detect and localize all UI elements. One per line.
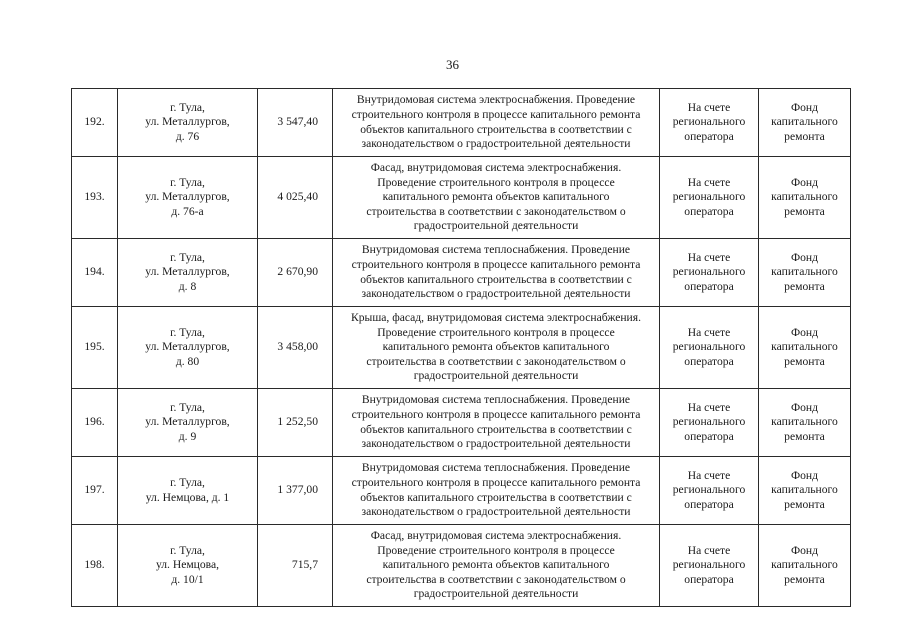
row-number-cell (72, 157, 118, 239)
address-cell (118, 389, 258, 457)
works-description-line: законодательством о градостроительной деятельности (361, 437, 631, 451)
works-description-line: капитального ремонта объектов капитального (382, 190, 610, 204)
fund-source-cell (759, 157, 851, 239)
address-line: д. 76 (175, 129, 200, 143)
address-line: ул. Немцова, д. 1 (145, 490, 230, 504)
works-description-line: законодательством о градостроительной деятельности (361, 137, 631, 151)
account-method-line: регионального (672, 558, 746, 572)
fund-source-line: ремонта (784, 429, 825, 443)
account-method-line: оператора (684, 129, 734, 143)
works-description-line: строительного контроля в процессе капитального ремонта (351, 107, 641, 121)
cost-cell (258, 89, 333, 157)
address-line: ул. Металлургов, (145, 265, 230, 279)
fund-source-line: Фонд (790, 100, 819, 114)
row-number-cell (72, 307, 118, 389)
works-description-cell (333, 307, 660, 389)
cost-cell (258, 457, 333, 525)
works-description-line: объектов капитального строительства в соответствии с (360, 272, 632, 286)
address-line: г. Тула, (170, 325, 205, 339)
works-description-line: градостроительной деятельности (413, 587, 579, 601)
address-cell (118, 239, 258, 307)
fund-source-line: капитального (771, 558, 838, 572)
table-row (72, 457, 851, 525)
account-method-line: регионального (672, 483, 746, 497)
row-number: 192. (84, 115, 105, 129)
fund-source-line: капитального (771, 265, 838, 279)
cost-value: 3 458,00 (277, 340, 318, 354)
account-method-line: На счете (687, 325, 731, 339)
table-row (72, 239, 851, 307)
fund-source-line: капитального (771, 115, 838, 129)
account-method-line: регионального (672, 415, 746, 429)
table-body (72, 89, 851, 607)
cost-value: 4 025,40 (277, 190, 318, 204)
cost-cell (258, 239, 333, 307)
works-description-line: строительства в соответствии с законодательством о (366, 572, 626, 586)
works-description-cell (333, 525, 660, 607)
works-description-line: строительства в соответствии с законодательством о (366, 204, 626, 218)
works-description-line: строительного контроля в процессе капитального ремонта (351, 475, 641, 489)
works-description-cell (333, 239, 660, 307)
account-method-cell (660, 89, 759, 157)
account-method-line: регионального (672, 265, 746, 279)
works-description-line: строительства в соответствии с законодательством о (366, 354, 626, 368)
address-line: д. 10/1 (171, 572, 204, 586)
fund-source-line: ремонта (784, 129, 825, 143)
table-row (72, 307, 851, 389)
fund-source-line: ремонта (784, 497, 825, 511)
works-description-line: строительного контроля в процессе капитального ремонта (351, 407, 641, 421)
works-description-cell (333, 89, 660, 157)
row-number-cell (72, 389, 118, 457)
works-description-line: объектов капитального строительства в соответствии с (360, 422, 632, 436)
works-description-cell (333, 457, 660, 525)
row-number-cell (72, 457, 118, 525)
works-description-line: строительного контроля в процессе капитального ремонта (351, 257, 641, 271)
address-line: ул. Металлургов, (145, 415, 230, 429)
row-number-cell (72, 525, 118, 607)
works-description-line: Фасад, внутридомовая система электроснабжения. (370, 529, 622, 543)
address-line: г. Тула, (170, 175, 205, 189)
cost-cell (258, 157, 333, 239)
account-method-cell (660, 525, 759, 607)
page-number: 36 (446, 57, 459, 72)
address-line: ул. Металлургов, (145, 340, 230, 354)
cost-value: 1 377,00 (277, 483, 318, 497)
row-number: 195. (84, 340, 105, 354)
table-row (72, 157, 851, 239)
fund-source-line: капитального (771, 415, 838, 429)
account-method-line: На счете (687, 250, 731, 264)
account-method-line: оператора (684, 204, 734, 218)
row-number: 196. (84, 415, 105, 429)
fund-source-cell (759, 239, 851, 307)
address-line: д. 76-а (171, 204, 204, 218)
works-description-line: Внутридомовая система электроснабжения. Проведение (356, 93, 636, 107)
account-method-line: На счете (687, 100, 731, 114)
address-cell (118, 457, 258, 525)
table-row (72, 525, 851, 607)
fund-source-cell (759, 307, 851, 389)
row-number-cell (72, 89, 118, 157)
works-description-line: Проведение строительного контроля в процессе (377, 325, 615, 339)
fund-source-cell (759, 457, 851, 525)
address-line: г. Тула, (170, 543, 205, 557)
row-number: 193. (84, 190, 105, 204)
table-row (72, 89, 851, 157)
table-row (72, 389, 851, 457)
works-description-cell (333, 389, 660, 457)
account-method-line: На счете (687, 175, 731, 189)
fund-source-line: Фонд (790, 250, 819, 264)
account-method-line: регионального (672, 115, 746, 129)
cost-value: 1 252,50 (277, 415, 318, 429)
cost-cell (258, 525, 333, 607)
account-method-line: регионального (672, 190, 746, 204)
account-method-line: На счете (687, 468, 731, 482)
fund-source-cell (759, 389, 851, 457)
account-method-cell (660, 307, 759, 389)
works-description-line: градостроительной деятельности (413, 219, 579, 233)
works-description-line: капитального ремонта объектов капитального (382, 558, 610, 572)
address-cell (118, 157, 258, 239)
account-method-line: оператора (684, 497, 734, 511)
fund-source-line: Фонд (790, 543, 819, 557)
fund-source-line: ремонта (784, 279, 825, 293)
account-method-line: оператора (684, 354, 734, 368)
address-cell (118, 89, 258, 157)
address-line: д. 8 (178, 279, 197, 293)
cost-value: 2 670,90 (277, 265, 318, 279)
address-cell (118, 525, 258, 607)
works-description-line: Внутридомовая система теплоснабжения. Проведение (361, 393, 631, 407)
works-description-line: законодательством о градостроительной деятельности (361, 505, 631, 519)
address-line: ул. Металлургов, (145, 115, 230, 129)
cost-value: 3 547,40 (277, 115, 318, 129)
works-description-line: объектов капитального строительства в соответствии с (360, 122, 632, 136)
fund-source-line: капитального (771, 190, 838, 204)
address-line: г. Тула, (170, 250, 205, 264)
account-method-cell (660, 239, 759, 307)
fund-source-line: Фонд (790, 175, 819, 189)
fund-source-cell (759, 89, 851, 157)
row-number: 197. (84, 483, 105, 497)
works-description-line: объектов капитального строительства в соответствии с (360, 490, 632, 504)
cost-value: 715,7 (291, 558, 318, 572)
address-cell (118, 307, 258, 389)
fund-source-line: ремонта (784, 354, 825, 368)
fund-source-line: ремонта (784, 572, 825, 586)
account-method-line: регионального (672, 340, 746, 354)
fund-source-cell (759, 525, 851, 607)
cost-cell (258, 389, 333, 457)
address-line: г. Тула, (170, 400, 205, 414)
account-method-line: На счете (687, 543, 731, 557)
address-line: ул. Немцова, (155, 558, 220, 572)
works-description-cell (333, 157, 660, 239)
works-description-line: законодательством о градостроительной деятельности (361, 287, 631, 301)
works-description-line: Фасад, внутридомовая система электроснабжения. (370, 161, 622, 175)
address-line: г. Тула, (170, 475, 205, 489)
fund-source-line: капитального (771, 483, 838, 497)
account-method-line: оператора (684, 429, 734, 443)
fund-source-line: Фонд (790, 400, 819, 414)
fund-source-line: ремонта (784, 204, 825, 218)
works-description-line: Проведение строительного контроля в процессе (377, 175, 615, 189)
account-method-cell (660, 457, 759, 525)
account-method-line: На счете (687, 400, 731, 414)
address-line: д. 9 (178, 429, 197, 443)
cost-cell (258, 307, 333, 389)
works-description-line: Проведение строительного контроля в процессе (377, 543, 615, 557)
works-description-line: Внутридомовая система теплоснабжения. Проведение (361, 461, 631, 475)
account-method-cell (660, 157, 759, 239)
address-line: д. 80 (175, 354, 200, 368)
fund-source-line: капитального (771, 340, 838, 354)
works-description-line: Крыша, фасад, внутридомовая система электроснабжения. (351, 311, 641, 325)
account-method-cell (660, 389, 759, 457)
row-number-cell (72, 239, 118, 307)
row-number: 198. (84, 558, 105, 572)
address-line: г. Тула, (170, 100, 205, 114)
row-number: 194. (84, 265, 105, 279)
fund-source-line: Фонд (790, 325, 819, 339)
fund-source-line: Фонд (790, 468, 819, 482)
account-method-line: оператора (684, 572, 734, 586)
address-line: ул. Металлургов, (145, 190, 230, 204)
repair-program-table (71, 88, 851, 607)
works-description-line: капитального ремонта объектов капитального (382, 340, 610, 354)
works-description-line: Внутридомовая система теплоснабжения. Проведение (361, 243, 631, 257)
account-method-line: оператора (684, 279, 734, 293)
works-description-line: градостроительной деятельности (413, 369, 579, 383)
